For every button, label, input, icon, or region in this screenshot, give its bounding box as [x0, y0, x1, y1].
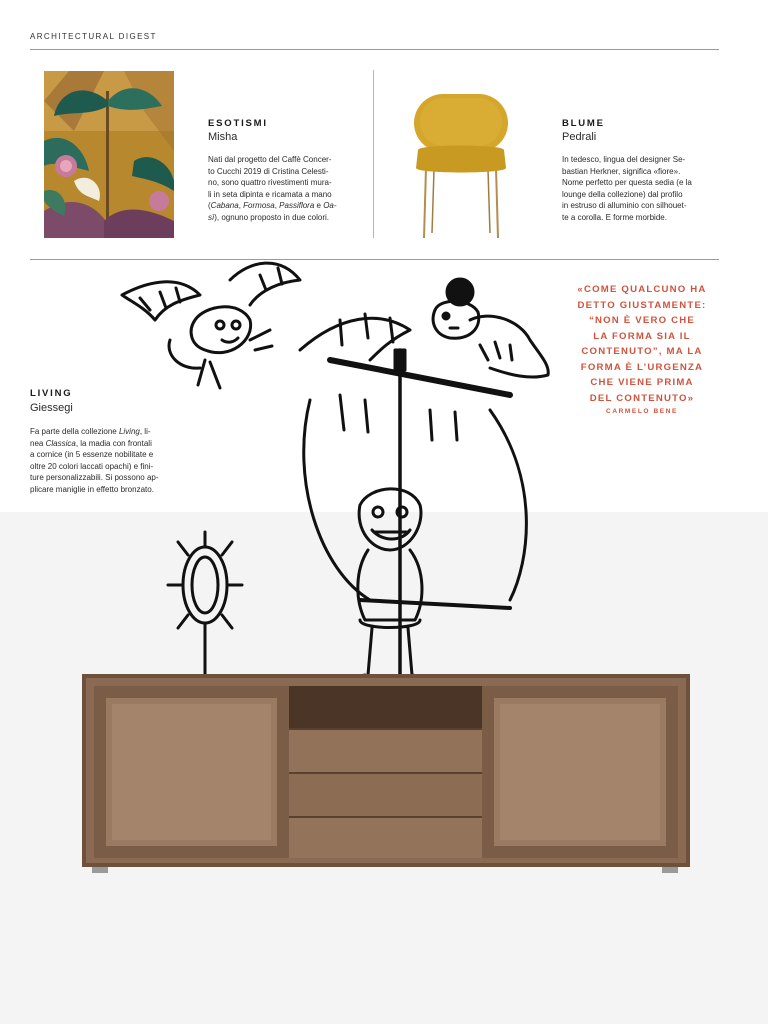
description-line: [208, 177, 368, 189]
description-line: [208, 154, 368, 166]
esotismi-title: ESOTISMI: [208, 118, 268, 129]
esotismi-description: [208, 154, 368, 223]
italic-text: Classica: [45, 438, 76, 448]
text-segment: ture personalizzabili. Si possono ap-: [30, 473, 159, 482]
blume-description: [562, 154, 722, 223]
text-segment: e: [314, 201, 324, 210]
esotismi-brand: Misha: [208, 131, 238, 143]
laughing-figure-drawing: [355, 489, 422, 677]
text-segment: nea: [30, 438, 46, 448]
italic-text: Cabana: [210, 201, 239, 210]
misha-wallpaper-image: [44, 71, 174, 238]
magazine-masthead: ARCHITECTURAL DIGEST: [30, 32, 157, 41]
quote-author: CARMELO BENE: [606, 408, 678, 415]
text-segment: ,: [274, 201, 280, 210]
text-segment: in estruso di alluminio con silhouet-: [562, 201, 687, 210]
italic-text: Oa-: [323, 201, 337, 210]
blume-chair-image: [406, 88, 516, 240]
flying-cherub-drawing: [122, 263, 300, 388]
quote-line: «COME QUALCUNO HA: [577, 284, 707, 295]
description-line: [562, 177, 722, 189]
figurehead-drawing: [433, 279, 548, 377]
text-segment: (: [208, 201, 211, 210]
text-segment: ,: [238, 201, 244, 210]
description-line: [208, 212, 368, 224]
quote-line: “NON È VERO CHE: [589, 315, 695, 326]
text-segment: Fa parte della collezione: [30, 427, 119, 436]
text-segment: ), ognuno proposto in due colori.: [214, 212, 329, 222]
blume-brand: Pedrali: [562, 131, 597, 143]
italic-text: sì: [208, 212, 215, 222]
column-divider: [373, 70, 374, 238]
quote-line: DETTO GIUSTAMENTE:: [577, 299, 707, 311]
description-line: [562, 166, 722, 178]
italic-text: Living: [118, 427, 140, 436]
blume-title: BLUME: [562, 118, 605, 129]
description-line: [562, 200, 722, 212]
quote-line: FORMA È L’URGENZA: [580, 361, 704, 373]
ships-wheel-drawing: [168, 532, 242, 675]
quote-line: CONTENUTO”, MA LA: [581, 346, 703, 357]
sketch-illustration: [110, 250, 560, 680]
italic-text: Formosa: [243, 201, 275, 210]
living-sideboard-image: [82, 674, 692, 874]
text-segment: oltre 20 colori laccati opachi) e fini-: [30, 461, 154, 471]
text-segment: , la madia con frontali: [75, 438, 152, 448]
text-segment: no, sono quattro rivestimenti mura-: [208, 178, 332, 187]
text-segment: li in seta dipinta e ricamata a mano: [208, 189, 332, 199]
text-segment: bastian Herkner, significa «fiore».: [562, 166, 681, 176]
living-title: LIVING: [30, 388, 73, 399]
top-rule: [30, 49, 719, 50]
text-segment: lounge della collezione) dal profilo: [562, 189, 683, 199]
description-line: [208, 200, 368, 212]
text-segment: te a corolla. E forme morbide.: [562, 212, 667, 222]
text-segment: a cornice (in 5 essenze nobilitate e: [30, 450, 154, 459]
living-brand: Giessegi: [30, 402, 73, 414]
text-segment: In tedesco, lingua del designer Se-: [562, 155, 686, 164]
quote-line: CHE VIENE PRIMA: [590, 377, 694, 388]
description-line: [208, 189, 368, 201]
description-line: [562, 154, 722, 166]
text-segment: , li-: [139, 427, 151, 436]
description-line: [208, 166, 368, 178]
description-line: [562, 189, 722, 201]
description-line: [562, 212, 722, 224]
text-segment: Nati dal progetto del Caffè Concer-: [208, 155, 332, 164]
text-segment: to Cucchi 2019 di Cristina Celesti-: [208, 166, 329, 176]
quote-line: LA FORMA SIA IL: [593, 330, 691, 342]
quote-line: DEL CONTENUTO»: [589, 392, 695, 404]
italic-text: Passiflora: [279, 201, 315, 210]
text-segment: plicare maniglie in effetto bronzato.: [30, 484, 154, 494]
pull-quote: [560, 282, 724, 406]
text-segment: Nome perfetto per questa sedia (e la: [562, 178, 692, 187]
